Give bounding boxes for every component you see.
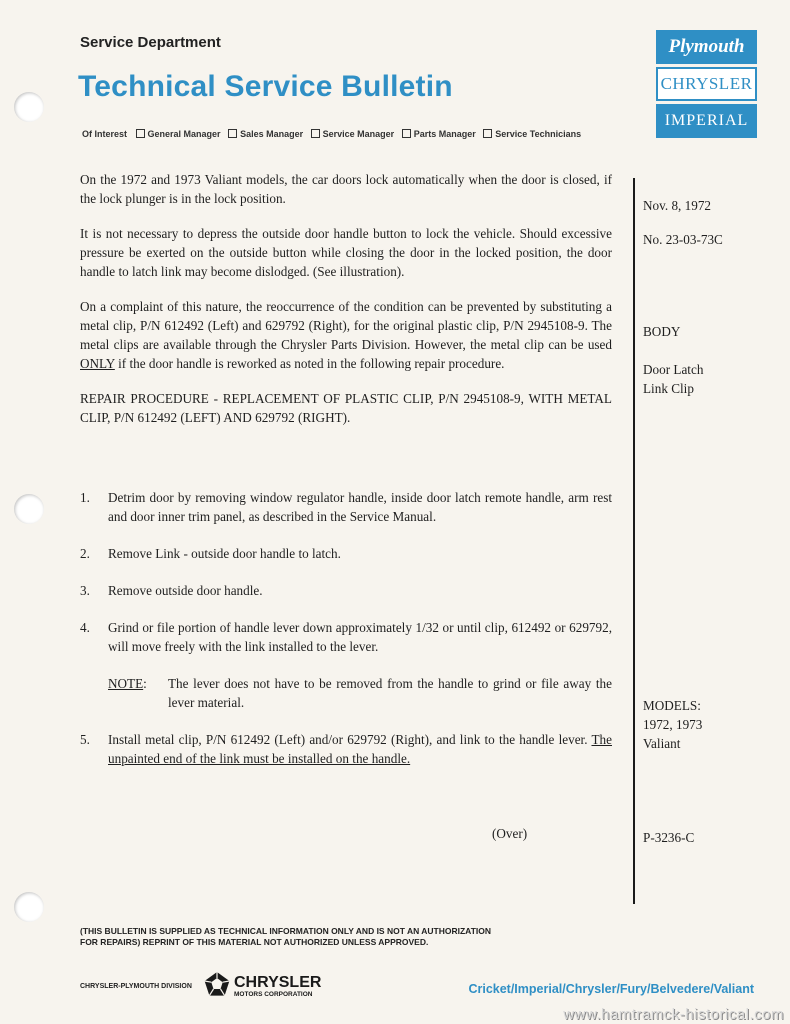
step-item bbox=[80, 730, 612, 768]
step-text: Grind or file portion of handle lever down approximately 1/32 or until clip, 612492 or 629792, will move freely with the link installed to the lever. bbox=[108, 620, 612, 654]
note-block: NOTE: The lever does not have to be removed from the handle to grind or file away the lever material. bbox=[108, 676, 612, 710]
paragraph: On a complaint of this nature, the reoccurrence of the condition can be prevented by substituting a metal clip, P/N 612492 (Left) and 629792 (Right), for the original plastic clip, P/N 2945108-9. The metal clips are available through the Chrysler Parts Division. However, the metal clip can be used ONLY if the door handle is reworked as noted in the following repair procedure. bbox=[80, 299, 612, 371]
checkbox-icon bbox=[311, 129, 320, 138]
car-lines: Cricket/Imperial/Chrysler/Fury/Belvedere/Valiant bbox=[468, 982, 754, 996]
interest-option: Service Manager bbox=[311, 129, 395, 139]
step-number: 3. bbox=[80, 583, 90, 598]
bulletin-subject: Door Latch Link Clip bbox=[643, 362, 704, 396]
binder-hole bbox=[14, 494, 44, 524]
source-watermark: www.hamtramck-historical.com bbox=[563, 1006, 784, 1023]
step-item bbox=[80, 618, 612, 656]
footer-disclaimer: (THIS BULLETIN IS SUPPLIED AS TECHNICAL INFORMATION ONLY AND IS NOT AN AUTHORIZATION FOR REPAIRS) REPRINT OF THIS MATERIAL NOT AUTHORIZED UNLESS APPROVED. bbox=[80, 926, 491, 947]
chrysler-logo: CHRYSLER bbox=[656, 67, 757, 101]
plymouth-logo: Plymouth bbox=[656, 30, 757, 64]
note-text: The lever does not have to be removed from the handle to grind or file away the lever material. bbox=[168, 676, 612, 710]
paragraph: It is not necessary to depress the outside door handle button to lock the vehicle. Should excessive pressure be exerted on the outside button while closing the door in the locked position, the door handle to latch link may become dislodged. (See illustration). bbox=[80, 226, 612, 279]
bulletin-body bbox=[80, 170, 612, 443]
step-text: Detrim door by removing window regulator handle, inside door latch remote handle, arm rest and door inner trim panel, as described in the Service Manual. bbox=[108, 490, 612, 524]
models-years: 1972, 1973 bbox=[643, 717, 703, 732]
bulletin-date: Nov. 8, 1972 bbox=[643, 198, 712, 213]
brand-logos bbox=[656, 30, 757, 141]
over-indicator: (Over) bbox=[492, 826, 528, 841]
interest-option: Parts Manager bbox=[402, 129, 476, 139]
step-number: 1. bbox=[80, 490, 90, 505]
emphasis-only: ONLY bbox=[80, 356, 115, 371]
checkbox-icon bbox=[402, 129, 411, 138]
page-number: P-3236-C bbox=[643, 830, 695, 845]
bulletin-title: Technical Service Bulletin bbox=[78, 70, 453, 103]
repair-procedure-heading: REPAIR PROCEDURE - REPLACEMENT OF PLASTIC CLIP, P/N 2945108-9, WITH METAL CLIP, P/N 612492 (LEFT) AND 629792 (RIGHT). bbox=[80, 391, 612, 425]
step-item bbox=[80, 488, 612, 526]
binder-hole bbox=[14, 92, 44, 122]
paragraph: On the 1972 and 1973 Valiant models, the car doors lock automatically when the door is closed, if the lock plunger is in the lock position. bbox=[80, 172, 612, 206]
bulletin-category: BODY bbox=[643, 324, 681, 339]
step-text: Remove Link - outside door handle to latch. bbox=[108, 546, 341, 561]
pentastar-icon bbox=[203, 971, 231, 999]
interest-option: Sales Manager bbox=[228, 129, 303, 139]
models-block bbox=[643, 696, 702, 753]
imperial-logo: IMPERIAL bbox=[656, 104, 757, 138]
interest-option: General Manager bbox=[136, 129, 221, 139]
models-name: Valiant bbox=[643, 736, 681, 751]
note-label: NOTE bbox=[108, 676, 144, 691]
column-divider bbox=[633, 178, 635, 904]
bulletin-number: No. 23-03-73C bbox=[643, 232, 723, 247]
step-text: Install metal clip, P/N 612492 (Left) and/or 629792 (Right), and link to the handle lever. bbox=[108, 732, 592, 747]
step-text: Remove outside door handle. bbox=[108, 583, 263, 598]
chrysler-corp-logo: CHRYSLER MOTORS CORPORATION bbox=[234, 974, 322, 998]
division-label: CHRYSLER-PLYMOUTH DIVISION bbox=[80, 983, 192, 990]
models-label: MODELS: bbox=[643, 698, 701, 713]
step-emphasis: The unpainted end of the link must be installed on the handle. bbox=[108, 732, 612, 766]
checkbox-icon bbox=[228, 129, 237, 138]
step-number: 4. bbox=[80, 620, 90, 635]
checkbox-icon bbox=[136, 129, 145, 138]
repair-steps bbox=[80, 488, 612, 786]
step-item bbox=[80, 581, 612, 600]
step-item bbox=[80, 544, 612, 563]
department-label: Service Department bbox=[80, 34, 221, 51]
interest-option: Service Technicians bbox=[483, 129, 581, 139]
of-interest-label: Of Interest bbox=[82, 129, 128, 139]
of-interest-row bbox=[82, 129, 586, 139]
step-number: 5. bbox=[80, 732, 90, 747]
step-number: 2. bbox=[80, 546, 90, 561]
checkbox-icon bbox=[483, 129, 492, 138]
binder-hole bbox=[14, 892, 44, 922]
